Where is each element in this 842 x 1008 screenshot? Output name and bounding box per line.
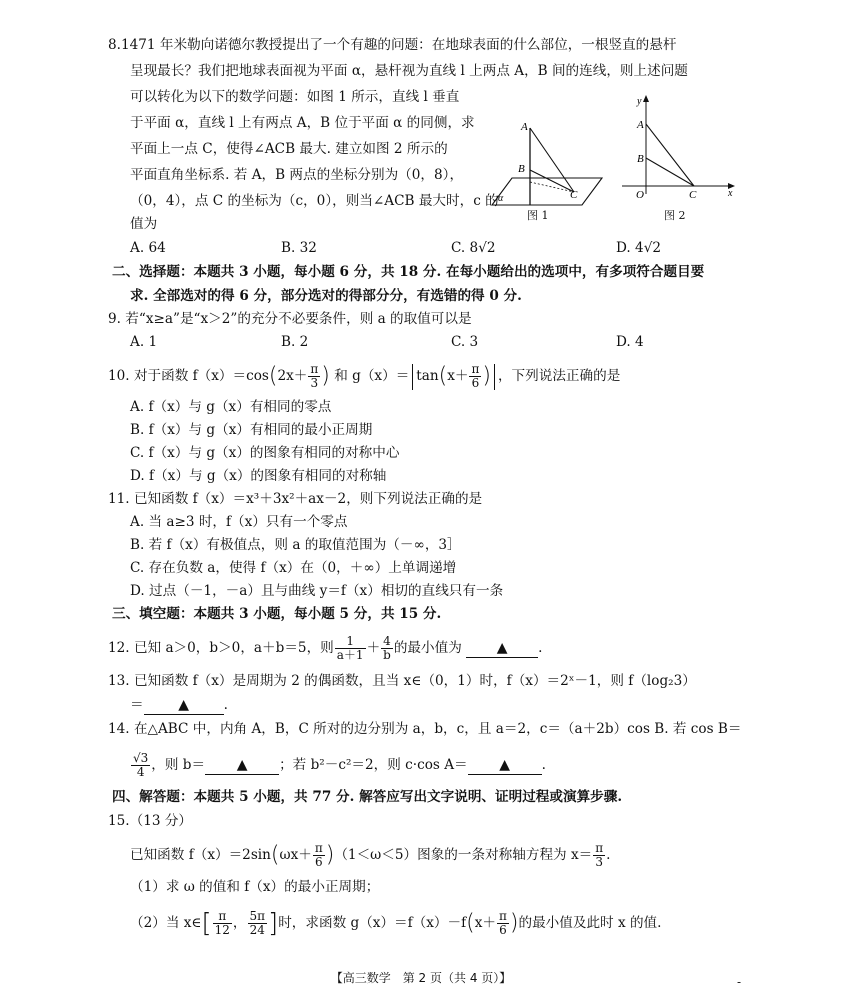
- footer-dash-mark: -: [737, 975, 742, 989]
- q10-option-c: C. f（x）与 g（x）的图象有相同的对称中心: [130, 445, 400, 461]
- fig1-label-a: A: [521, 121, 528, 133]
- q12-suffix: 的最小值为: [393, 640, 462, 656]
- figure-1-caption: 图 1: [527, 209, 549, 222]
- q13-answer-blank[interactable]: ▲: [144, 696, 224, 715]
- q14-line-1: 14. 在△ABC 中，内角 A，B，C 所对的边分别为 a，b，c，且 a＝2，c＝（a＋2b）cos B. 若 cos B＝: [108, 721, 742, 737]
- q15-stem-mid: （1＜ω＜5）图象的一条对称轴方程为 x＝: [334, 847, 593, 863]
- q15-stem-prefix: 已知函数 f（x）＝2sin: [130, 847, 271, 863]
- q14-fraction-sqrt3-4: $\frac{√3}{4}$: [133, 751, 149, 779]
- fig2-label-b: B: [637, 153, 644, 165]
- section-2-heading-line-1: 二、选择题：本题共 3 小题，每小题 6 分，共 18 分. 在每小题给出的选项中，有多项符合题目要: [112, 264, 705, 280]
- section-4-heading: 四、解答题：本题共 5 小题，共 77 分. 解答应写出文字说明、证明过程或演算步骤.: [112, 789, 623, 805]
- q14-answer-blank-1[interactable]: ▲: [205, 756, 279, 775]
- q12-plus: ＋: [366, 640, 381, 656]
- figure-2-caption: 图 2: [664, 209, 686, 222]
- q15-fraction-pi-6: $\frac{\pi}{6}$: [314, 841, 323, 869]
- q15-stem-inner: ωx＋: [279, 847, 312, 863]
- q8-line-6: 平面直角坐标系. 若 A，B 两点的坐标分别为（0，8），: [130, 167, 464, 183]
- q15-bracket-close: ]: [268, 908, 279, 939]
- q15-paren-open: (: [270, 842, 280, 868]
- fig1-label-c: C: [570, 189, 578, 201]
- q14-answer-blank-2[interactable]: ▲: [468, 756, 542, 775]
- figure-2-coordinate-plane: [618, 92, 738, 204]
- q10-abs-bar-right: [494, 364, 495, 390]
- q15-part2-end: 的最小值及此时 x 的值.: [518, 915, 662, 931]
- q8-option-c: C. 8√2: [451, 240, 496, 256]
- q12-answer-blank[interactable]: ▲: [466, 639, 538, 658]
- q11-option-c: C. 存在负数 a，使得 f（x）在（0，＋∞）上单调递增: [130, 560, 457, 576]
- q9-option-c: C. 3: [451, 334, 479, 350]
- q10-inner-3: x＋: [447, 368, 469, 384]
- q9-option-b: B. 2: [281, 334, 309, 350]
- q8-line-7: （0，4），点 C 的坐标为（c，0），则当∠ACB 最大时，c 的: [130, 193, 499, 209]
- q12-prefix: 12. 已知 a＞0，b＞0，a＋b＝5，则: [108, 640, 334, 656]
- fig2-label-o: O: [636, 189, 644, 201]
- q15-part2-paren-open: (: [466, 910, 475, 936]
- q10-inner-2: tan: [416, 368, 439, 384]
- q8-line-2: 呈现最长？我们把地球表面视为平面 α，悬杆视为直线 l 上两点 A，B 间的连线，则上述问题: [130, 63, 688, 79]
- q8-option-d: D. 4√2: [616, 240, 662, 256]
- q14-mid-1: ，则 b＝: [151, 757, 206, 773]
- q10-paren-close-2: ): [482, 363, 491, 389]
- fig2-label-y: y: [637, 96, 642, 107]
- q10-paren-open-2: (: [438, 363, 448, 389]
- q8-option-b: B. 32: [281, 240, 317, 256]
- q10-option-a: A. f（x）与 g（x）有相同的零点: [130, 399, 332, 415]
- q15-part2-prefix: （2）当 x∈: [130, 915, 202, 931]
- fig1-label-b: B: [518, 163, 525, 175]
- fig2-label-x: x: [728, 188, 733, 199]
- q8-line-4: 于平面 α，直线 l 上有两点 A，B 位于平面 α 的同侧，求: [130, 115, 475, 131]
- q13-equals: ＝: [130, 697, 144, 713]
- figure-1-diagram: [490, 110, 615, 225]
- q8-line-8: 值为: [130, 216, 158, 232]
- q15-part2-paren-close: ): [509, 910, 519, 936]
- q11-option-a: A. 当 a≥3 时，f（x）只有一个零点: [130, 514, 348, 530]
- q13-line-1: 13. 已知函数 f（x）是周期为 2 的偶函数，且当 x∈（0，1）时，f（x）＝2ˣ－1，则 f（log₂3）: [108, 673, 696, 689]
- q13-end: .: [223, 697, 228, 713]
- page-footer: 【高三数学 第 2 页（共 4 页）】: [330, 971, 512, 985]
- q10-paren-close: ): [321, 363, 330, 389]
- q10-option-b: B. f（x）与 g（x）有相同的最小正周期: [130, 422, 373, 438]
- q13-line-2: [130, 694, 228, 716]
- q15-header: 15.（13 分）: [108, 813, 193, 829]
- q14-end: .: [541, 757, 546, 773]
- q10-suffix: ，下列说法正确的是: [497, 368, 621, 384]
- q8-line-5: 平面上一点 C，使得∠ACB 最大. 建立如图 2 所示的: [130, 141, 448, 157]
- q15-part2-comma: ，: [232, 915, 247, 931]
- q10-prefix: 10. 对于函数 f（x）＝cos: [108, 368, 269, 384]
- q10-option-d: D. f（x）与 g（x）的图象有相同的对称轴: [130, 468, 387, 484]
- q11-option-b: B. 若 f（x）有极值点，则 a 的取值范围为（－∞，3］: [130, 537, 461, 553]
- q10-inner-1: 2x＋: [277, 368, 308, 384]
- q10-mid: 和 g（x）＝: [334, 368, 410, 384]
- q11-option-d: D. 过点（－1，－a）且与曲线 y＝f（x）相切的直线只有一条: [130, 583, 504, 599]
- q12-fraction-1: $\frac{1}{a+1}$: [336, 634, 364, 662]
- q10-paren-open: (: [268, 363, 278, 389]
- q14-line-2: [130, 748, 546, 782]
- q10-stem: [108, 363, 620, 390]
- q15-fraction-5pi-24: $\frac{5\pi}{24}$: [249, 909, 266, 937]
- section-3-heading: 三、填空题：本题共 3 小题，每小题 5 分，共 15 分.: [112, 606, 442, 622]
- q8-option-a: A. 64: [130, 240, 166, 256]
- q10-fraction-pi-3: $\frac{\pi}{3}$: [310, 362, 319, 390]
- q10-fraction-pi-6: $\frac{\pi}{6}$: [471, 362, 480, 390]
- q8-line-3: 可以转化为以下的数学问题：如图 1 所示，直线 l 垂直: [130, 89, 460, 105]
- q15-bracket-open: [: [201, 908, 212, 939]
- q15-paren-close: ): [325, 842, 335, 868]
- q10-abs-bar-left: [412, 364, 413, 390]
- fig2-label-c: C: [689, 189, 697, 201]
- q9-option-a: A. 1: [130, 334, 158, 350]
- q12-end: .: [538, 640, 543, 656]
- q12-fraction-2: $\frac{4}{b}$: [383, 634, 391, 662]
- q15-fraction-pi-6-b: $\frac{\pi}{6}$: [499, 909, 507, 937]
- fig1-label-alpha: α: [498, 193, 504, 204]
- q15-stem: [130, 840, 610, 871]
- q15-part2-inner: x＋: [474, 915, 497, 931]
- q15-part-1: （1）求 ω 的值和 f（x）的最小正周期；: [130, 879, 380, 895]
- q15-part2-mid: 时，求函数 g（x）＝f（x）－f: [278, 915, 467, 931]
- fig2-label-a: A: [637, 119, 644, 131]
- q15-fraction-pi-3: $\frac{\pi}{3}$: [595, 841, 604, 869]
- section-2-heading-line-2: 求. 全部选对的得 6 分，部分选对的得部分分，有选错的得 0 分.: [130, 288, 522, 304]
- q15-fraction-pi-12: $\frac{\pi}{12}$: [214, 909, 230, 937]
- q9-stem: 9. 若“x≥a”是“x＞2”的充分不必要条件，则 a 的取值可以是: [108, 311, 472, 327]
- q15-stem-end: .: [606, 847, 611, 863]
- q15-part-2: [130, 906, 661, 941]
- q8-line-1: 8.1471 年米勒向诺德尔教授提出了一个有趣的问题：在地球表面的什么部位，一根竖直的悬杆: [108, 37, 677, 53]
- q11-stem: 11. 已知函数 f（x）＝x³＋3x²＋ax－2，则下列说法正确的是: [108, 491, 483, 507]
- q14-mid-2: ；若 b²－c²＝2，则 c·cos A＝: [279, 757, 468, 773]
- q12-stem: [108, 633, 542, 663]
- q9-option-d: D. 4: [616, 334, 644, 350]
